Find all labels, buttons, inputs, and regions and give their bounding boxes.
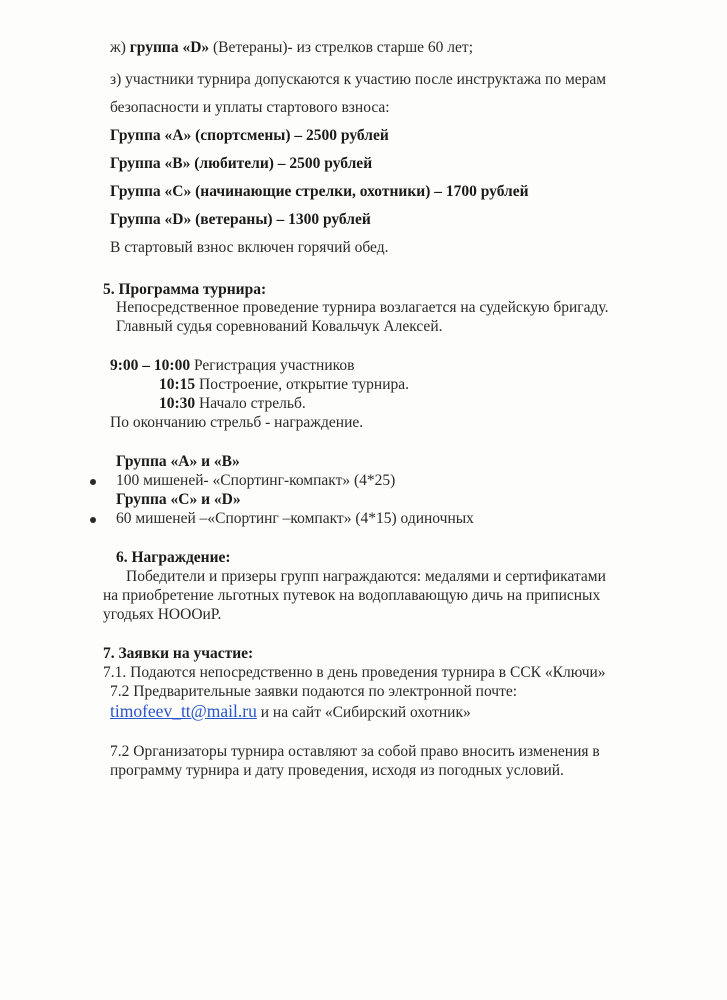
program-heading: 5. Программа турнира: — [103, 281, 267, 298]
schedule-row-2: 10:15 Построение, открытие турнира. — [159, 376, 410, 393]
group-d-label: группа «D» — [129, 39, 210, 56]
awards-line3: угодьях НОООиР. — [103, 606, 222, 623]
fee-note: В стартовый взнос включен горячий обед. — [110, 239, 389, 256]
bullet-icon — [90, 517, 96, 523]
fee-group-c: Группа «С» (начинающие стрелки, охотники) – 1700 рублей — [110, 183, 529, 200]
awards-heading: 6. Награждение: — [116, 549, 231, 566]
groups-ab-heading: Группа «А» и «В» — [116, 453, 240, 470]
fee-group-a: Группа «А» (спортсмены) – 2500 рублей — [110, 127, 389, 144]
award-note: По окончанию стрельб - награждение. — [110, 414, 364, 431]
program-p2: Главный судья соревнований Ковальчук Алексей. — [116, 318, 443, 335]
targets-ab: 100 мишеней- «Спортинг-компакт» (4*25) — [116, 472, 396, 489]
fee-group-b: Группа «В» (любители) – 2500 рублей — [110, 155, 373, 172]
applications-7-3-line1: 7.2 Организаторы турнира оставляют за собой право вносить изменения в — [110, 743, 600, 760]
schedule-row-1: 9:00 – 10:00 Регистрация участников — [110, 357, 355, 374]
eligibility-zh: ж) группа «D» (Ветераны)- из стрелков старше 60 лет; — [110, 39, 474, 56]
fee-group-d: Группа «D» (ветераны) – 1300 рублей — [110, 211, 371, 228]
email-link[interactable]: timofeev_tt@mail.ru — [110, 701, 257, 721]
applications-email-row: timofeev_tt@mail.ru и на сайт «Сибирский охотник» — [110, 701, 471, 721]
bullet-icon — [90, 479, 96, 485]
program-p1: Непосредственное проведение турнира возлагается на судейскую бригаду. — [116, 299, 609, 316]
groups-cd-heading: Группа «С» и «D» — [116, 491, 241, 508]
applications-7-1: 7.1. Подаются непосредственно в день проведения турнира в ССК «Ключи» — [103, 664, 606, 681]
applications-7-3-line2: программу турнира и дату проведения, исходя из погодных условий. — [110, 762, 564, 779]
awards-line1: Победители и призеры групп награждаются: медалями и сертификатами — [126, 568, 606, 585]
applications-7-2: 7.2 Предварительные заявки подаются по электронной почте: — [110, 683, 518, 700]
eligibility-z-line2: безопасности и уплаты стартового взноса: — [110, 99, 390, 116]
targets-cd: 60 мишеней –«Спортинг –компакт» (4*15) одиночных — [116, 510, 474, 527]
awards-line2: на приобретение льготных путевок на водоплавающую дичь на приписных — [103, 587, 601, 604]
schedule-row-3: 10:30 Начало стрельб. — [159, 395, 306, 412]
applications-heading: 7. Заявки на участие: — [103, 645, 254, 662]
eligibility-z-line1: з) участники турнира допускаются к участию после инструктажа по мерам — [110, 71, 607, 88]
